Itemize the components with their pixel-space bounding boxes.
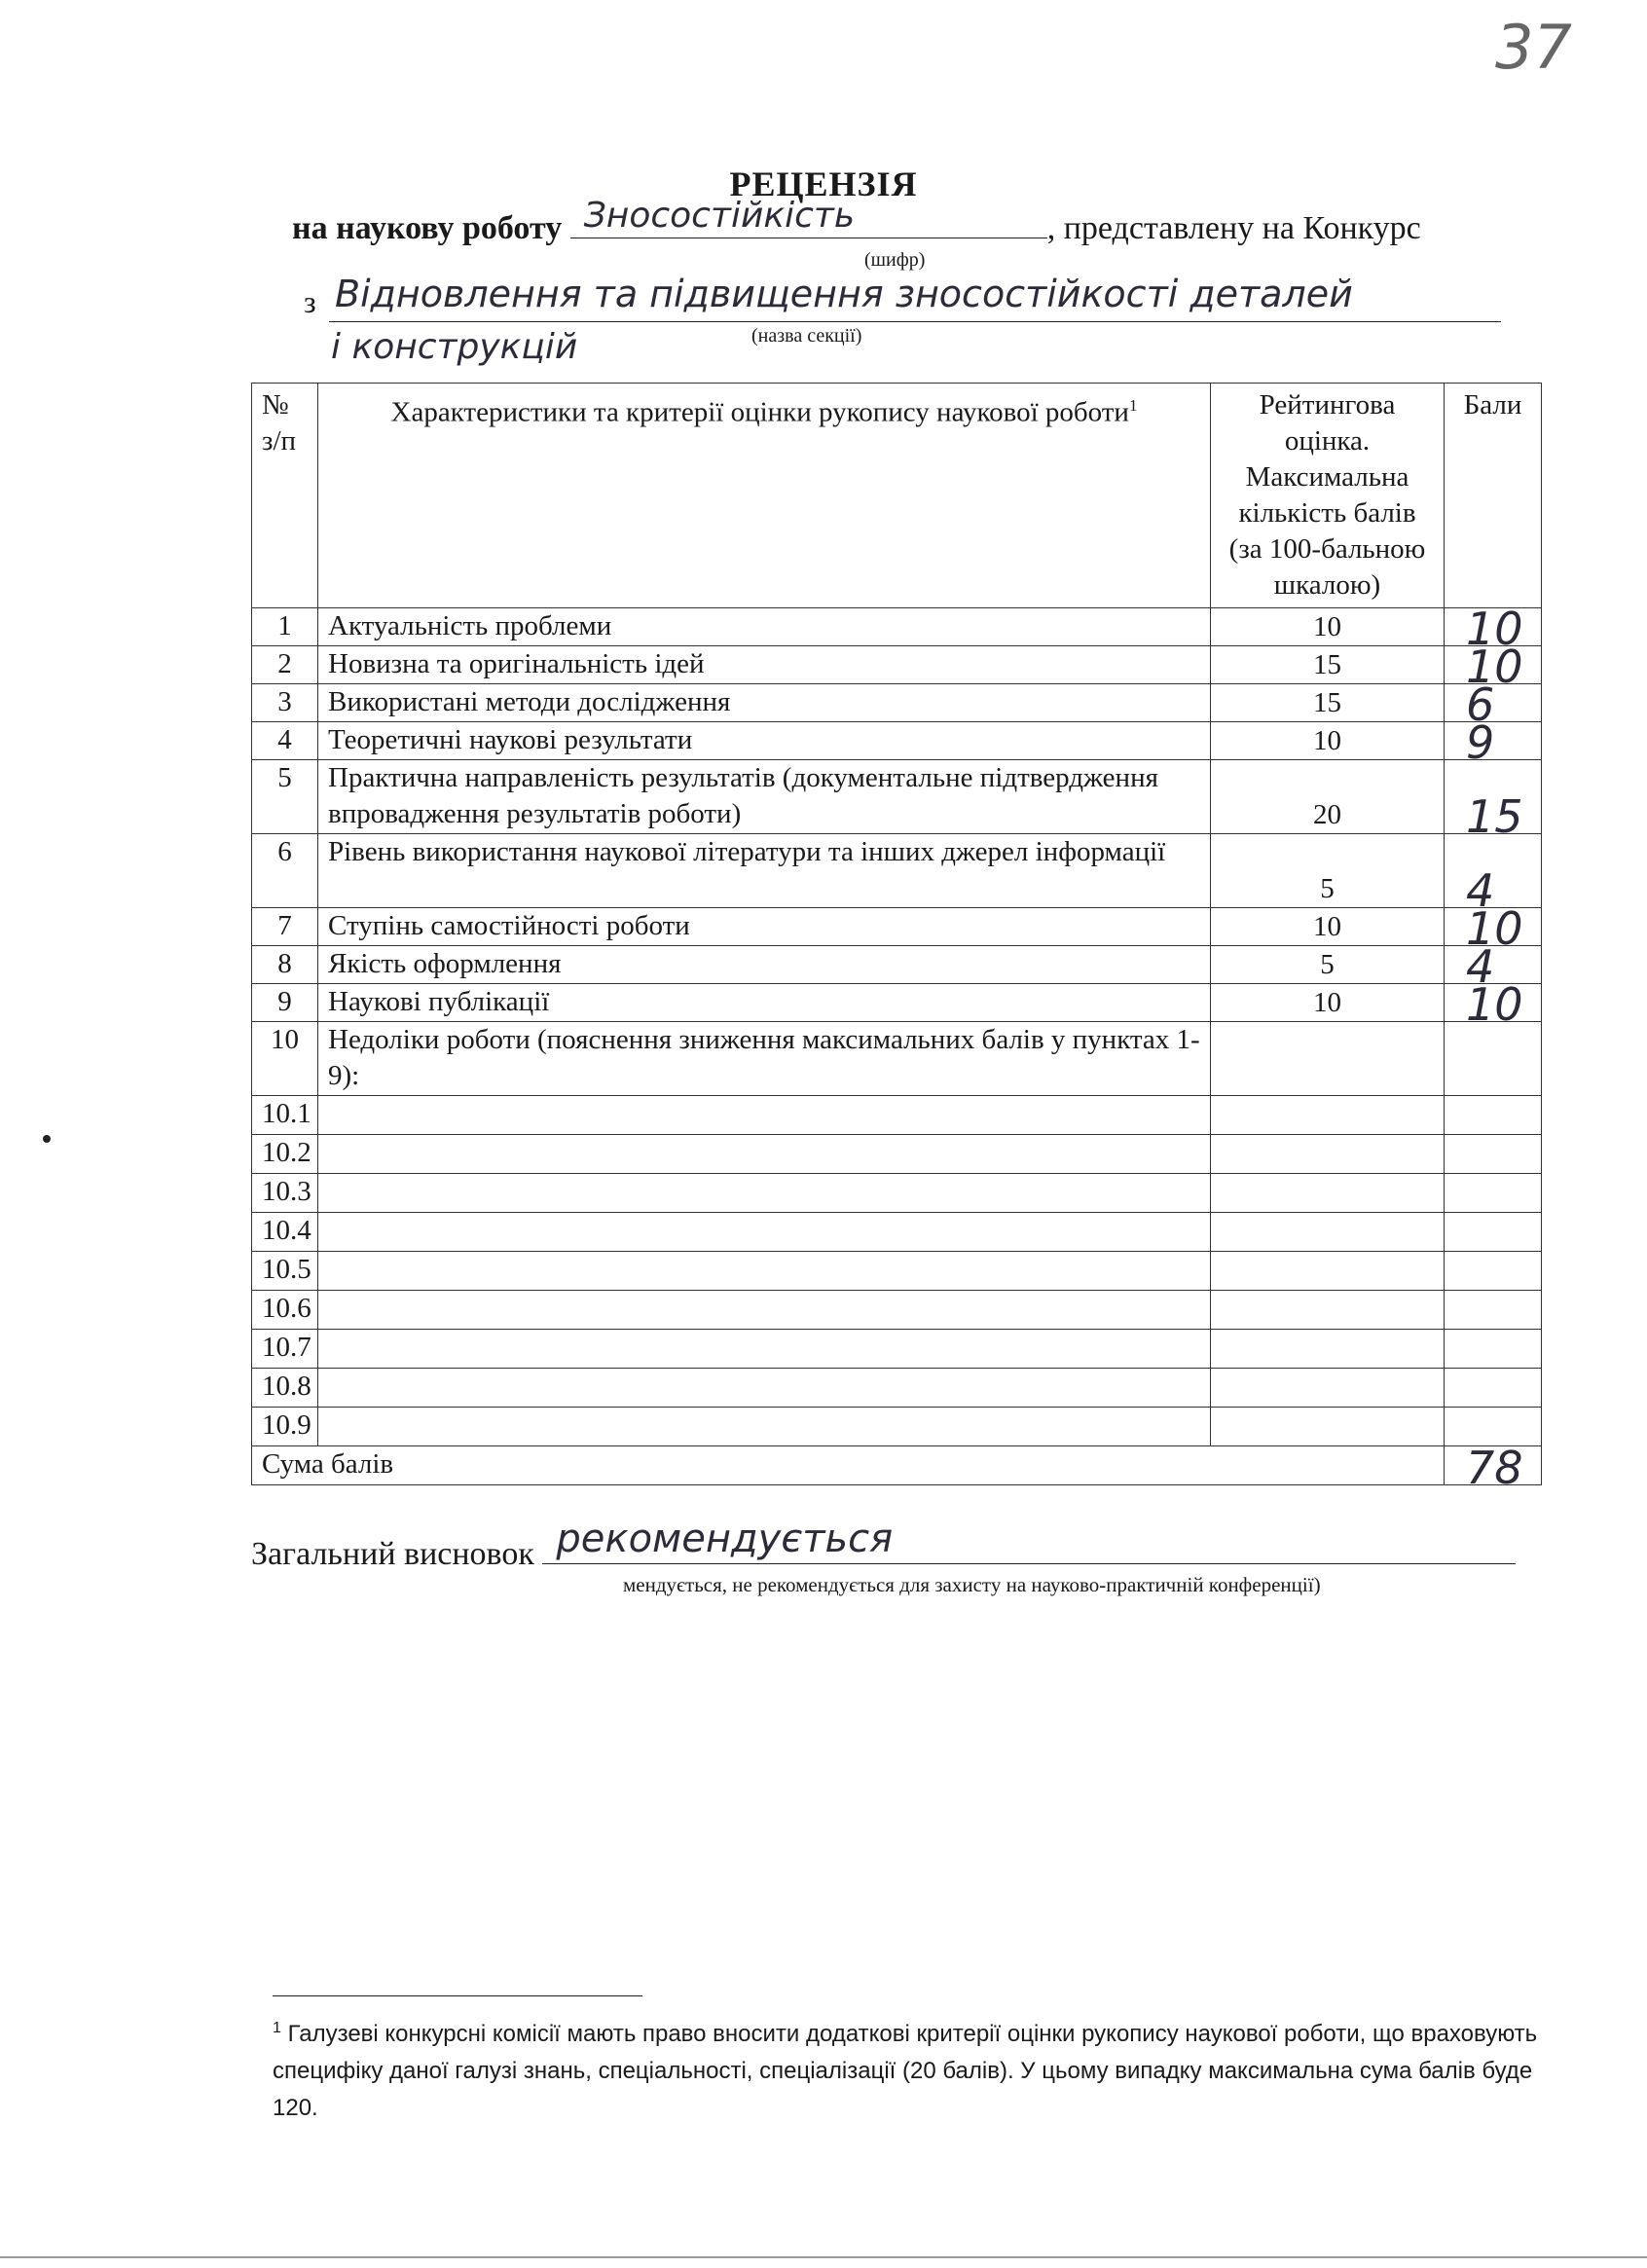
section-underline: [329, 321, 1501, 322]
table-row: [252, 1022, 1542, 1096]
row-max: 20: [1211, 760, 1445, 834]
footnote: [273, 2010, 1538, 2127]
section-prefix: з: [304, 284, 316, 319]
work-code-value: Зносостійкість: [583, 196, 856, 236]
row-num: 1: [252, 608, 318, 646]
subrow-cell: [1445, 1330, 1542, 1369]
subrow-cell: [318, 1408, 1211, 1446]
table-row: [252, 984, 1542, 1022]
row-max: 5: [1211, 834, 1445, 908]
row-label: Використані методи дослідження: [318, 684, 1211, 722]
row-num: 9: [252, 984, 318, 1022]
subrow-num: 10.7: [252, 1330, 318, 1369]
row-max: 15: [1211, 684, 1445, 722]
conclusion-value: рекомендується: [556, 1517, 894, 1561]
footnote-text: Галузеві конкурсні комісії мають право вносити додаткові критерії оцінки рукопису наукової роботи, що враховують специфіку даної галузі знань, спеціальності, спеціалізації (20 балів). У цьому випадку максимальна сума балів буде 120.: [273, 2021, 1538, 2121]
row-score: 10: [1466, 640, 1523, 693]
row-label: Теоретичні наукові результати: [318, 722, 1211, 760]
subrow-cell: [1211, 1213, 1445, 1252]
table-row: [252, 946, 1542, 984]
subrow-num: 10.6: [252, 1291, 318, 1330]
subrow-cell: [1445, 1213, 1542, 1252]
total-label: Сума балів: [252, 1446, 1445, 1485]
table-row: [252, 722, 1542, 760]
conclusion-label: Загальний висновок: [251, 1536, 534, 1572]
subrow-cell: [318, 1213, 1211, 1252]
row-max: 10: [1211, 722, 1445, 760]
subrow-num: 10.5: [252, 1252, 318, 1291]
section-caption: (назва секції): [751, 325, 862, 347]
header-num: № з/п: [252, 384, 318, 608]
table-header-row: [252, 384, 1542, 608]
row-score-cell: [1445, 978, 1542, 1031]
row-score: 6: [1466, 678, 1495, 731]
subrow-cell: [1445, 1252, 1542, 1291]
row-score: 4: [1466, 940, 1495, 993]
table-subrow: [252, 1408, 1542, 1446]
total-score: 78: [1466, 1442, 1523, 1494]
row-label: Недоліки роботи (пояснення зниження максимальних балів у пунктах 1-9):: [318, 1022, 1211, 1096]
row-max: 5: [1211, 946, 1445, 984]
table-subrow: [252, 1174, 1542, 1213]
subrow-cell: [318, 1369, 1211, 1408]
row-score: 9: [1466, 716, 1495, 769]
subrow-cell: [318, 1330, 1211, 1369]
row-label: Новизна та оригінальність ідей: [318, 646, 1211, 684]
row-max: 10: [1211, 608, 1445, 646]
row-score-cell: [1445, 834, 1542, 917]
table-subrow: [252, 1330, 1542, 1369]
header-score: Бали: [1445, 384, 1542, 608]
row-score: 10: [1466, 902, 1523, 955]
row-score: 4: [1466, 864, 1495, 917]
row-max: [1211, 1022, 1445, 1096]
table-subrow: [252, 1291, 1542, 1330]
table-subrow: [252, 1252, 1542, 1291]
subrow-cell: [1211, 1096, 1445, 1135]
row-score-cell: [1445, 716, 1542, 769]
subrow-cell: [318, 1291, 1211, 1330]
table-subrow: [252, 1135, 1542, 1174]
subrow-num: 10.8: [252, 1369, 318, 1408]
criteria-table: [251, 383, 1542, 1494]
subrow-cell: [1211, 1252, 1445, 1291]
table-subrow: [252, 1096, 1542, 1135]
subrow-num: 10.2: [252, 1135, 318, 1174]
subrow-cell: [318, 1135, 1211, 1174]
subrow-cell: [1211, 1408, 1445, 1446]
header-footnote-mark: 1: [1128, 396, 1138, 415]
row-max: 15: [1211, 646, 1445, 684]
subrow-cell: [1445, 1369, 1542, 1408]
row-score-cell: [1445, 1022, 1542, 1096]
page-bottom-edge: [0, 2256, 1647, 2258]
work-code-line: [292, 196, 1421, 247]
scan-speck: [43, 1135, 51, 1143]
subrow-cell: [1211, 1135, 1445, 1174]
subrow-cell: [1445, 1408, 1542, 1446]
subrow-cell: [1445, 1291, 1542, 1330]
row-num: 4: [252, 722, 318, 760]
row-max: 10: [1211, 984, 1445, 1022]
row-label: Актуальність проблеми: [318, 608, 1211, 646]
row-label: Ступінь самостійності роботи: [318, 908, 1211, 946]
table-row: [252, 608, 1542, 646]
subrow-cell: [318, 1096, 1211, 1135]
table-row: [252, 684, 1542, 722]
subrow-cell: [1211, 1330, 1445, 1369]
row-label: Рівень використання наукової літератури та інших джерел інформації: [318, 834, 1211, 908]
row-num: 6: [252, 834, 318, 908]
header-criteria: [318, 384, 1211, 608]
subrow-cell: [318, 1252, 1211, 1291]
work-code-caption: (шифр): [864, 249, 926, 271]
row-score-cell: [1445, 760, 1542, 843]
page-number: 37: [1495, 12, 1572, 83]
table-subrow: [252, 1213, 1542, 1252]
row-score: 10: [1466, 978, 1523, 1031]
header-max: Рейтингова оцінка. Максимальна кількість балів (за 100-бальною шкалою): [1211, 384, 1445, 608]
table-row: [252, 908, 1542, 946]
footnote-separator: [273, 1995, 642, 1996]
subrow-cell: [1211, 1369, 1445, 1408]
subrow-num: 10.3: [252, 1174, 318, 1213]
page-title: РЕЦЕНЗІЯ: [729, 165, 918, 203]
row-num: 5: [252, 760, 318, 834]
subrow-cell: [1211, 1291, 1445, 1330]
subrow-cell: [1445, 1096, 1542, 1135]
footnote-mark: 1: [273, 2020, 281, 2036]
table-row: [252, 834, 1542, 908]
table-row: [252, 760, 1542, 834]
subrow-cell: [1445, 1135, 1542, 1174]
row-num: 7: [252, 908, 318, 946]
row-num: 2: [252, 646, 318, 684]
subrow-cell: [318, 1174, 1211, 1213]
work-code-suffix: , представлену на Конкурс: [1046, 210, 1421, 246]
subrow-cell: [1445, 1174, 1542, 1213]
table-row: [252, 646, 1542, 684]
row-num: 8: [252, 946, 318, 984]
row-num: 3: [252, 684, 318, 722]
subrow-num: 10.1: [252, 1096, 318, 1135]
subrow-num: 10.9: [252, 1408, 318, 1446]
row-label: Практична направленість результатів (документальне підтвердження впровадження результатів роботи): [318, 760, 1211, 834]
conclusion-caption: мендується, не рекомендується для захисту на науково-практичній конференції): [623, 1573, 1321, 1596]
header-criteria-text: Характеристики та критерії оцінки рукопису наукової роботи: [390, 396, 1129, 428]
work-code-prefix: на наукову роботу: [292, 210, 563, 246]
row-label: Якість оформлення: [318, 946, 1211, 984]
row-num: 10: [252, 1022, 318, 1096]
conclusion-blank: [542, 1517, 1516, 1564]
section-name-line2: і конструкцій: [331, 327, 578, 367]
table-subrow: [252, 1369, 1542, 1408]
total-row: [252, 1446, 1542, 1485]
row-score: 10: [1466, 603, 1523, 655]
total-score-cell: [1445, 1442, 1542, 1494]
row-max: 10: [1211, 908, 1445, 946]
row-score: 15: [1466, 790, 1523, 843]
row-label: Наукові публікації: [318, 984, 1211, 1022]
section-name-line1: Відновлення та підвищення зносостійкості деталей: [335, 273, 1353, 315]
subrow-cell: [1211, 1174, 1445, 1213]
conclusion-line: [251, 1517, 1516, 1573]
subrow-num: 10.4: [252, 1213, 318, 1252]
work-code-blank: [570, 196, 1047, 238]
